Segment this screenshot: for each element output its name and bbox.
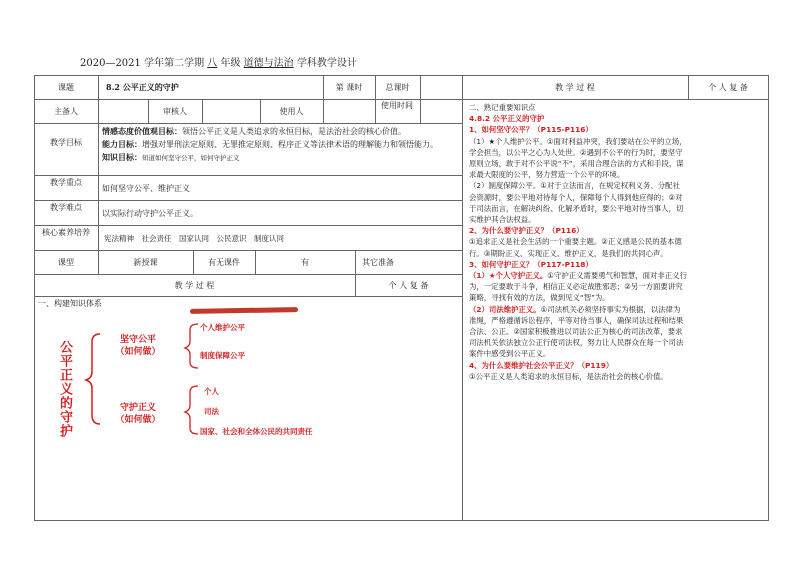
school-year: 2020—2021 学年第二学期 bbox=[80, 58, 205, 69]
right-content bbox=[469, 102, 687, 382]
question-3: 3、如何守护正义？（P117-P118） bbox=[469, 259, 593, 269]
table-border-left bbox=[34, 75, 35, 521]
header-suffix: 学科教学设计 bbox=[296, 58, 357, 69]
lower-review-heading: 个 人 复 备 bbox=[388, 281, 429, 290]
table-line bbox=[420, 75, 421, 123]
core-literacy-label: 核心素养培养 bbox=[42, 228, 90, 237]
q1-paragraph-1: （1）★个人维护公平。①面对利益冲突，我们要站在公平的立场，学会担当，以公平之心为人处世。②遇到不公平的行为时，要坚守原则立场，敢于对不公平说“不”，采用合理合法的方式和手段，谋求最大限度的公平，努力营造一个公平的环境。 bbox=[469, 136, 687, 180]
core-literacy-value: 宪法精神 社会责任 国家认同 公民意识 制度认同 bbox=[104, 234, 284, 243]
b1-item-2: 制度保障公平 bbox=[200, 351, 245, 360]
use-time-label: 使用时间 bbox=[381, 101, 413, 110]
b2-item-3: 国家、社会和全体公民的共同责任 bbox=[200, 427, 313, 436]
topic-label: 课题 bbox=[58, 83, 74, 92]
q3-paragraph-1 bbox=[469, 270, 687, 304]
table-line bbox=[462, 99, 769, 100]
user-label: 使用人 bbox=[279, 107, 304, 116]
table-border-bottom bbox=[34, 520, 769, 521]
q3-p1-text: ①守护正义需要勇气和智慧，面对非正义行为，一定要敢于斗争，相信正义必定战胜邪恶；②另一方面要讲究策略，寻找有效的方法，做到见义“智”为。 bbox=[469, 271, 687, 303]
lower-process-heading: 教 学 过 程 bbox=[174, 281, 215, 290]
key-label: 教学重点 bbox=[50, 178, 82, 187]
course-type-value: 新授课 bbox=[133, 258, 158, 267]
courseware-value: 有 bbox=[301, 258, 309, 267]
courseware-label: 有无课件 bbox=[208, 258, 240, 267]
goal-attitude: 领悟公平正义是人类追求的永恒目标，是法治社会的核心价值。 bbox=[182, 127, 406, 136]
right-section-title: 二、熟记重要知识点 bbox=[469, 103, 536, 112]
framework-title: 一、构建知识体系 bbox=[38, 299, 102, 308]
table-line bbox=[98, 75, 99, 275]
red-brush-stroke bbox=[190, 307, 298, 314]
preparer-label: 主备人 bbox=[54, 107, 78, 116]
goal-knowledge: 知道如何坚守公平，如何守护正义 bbox=[142, 154, 240, 162]
table-line bbox=[34, 296, 463, 297]
difficulty-value: 以实际行动守护公平正义。 bbox=[102, 209, 198, 218]
goals-content bbox=[102, 125, 458, 164]
goals-label: 教学目标 bbox=[50, 138, 82, 147]
branch1-title: 坚守公平 bbox=[119, 335, 156, 345]
goal-knowledge-title: 知识目标： bbox=[102, 152, 142, 162]
document-header bbox=[80, 54, 357, 69]
difficulty-label: 教学难点 bbox=[50, 203, 82, 212]
subject: 道德与法治 bbox=[243, 58, 294, 69]
table-divider-main bbox=[462, 75, 463, 521]
mindmap-root: 公平正义的守护 bbox=[57, 340, 72, 438]
lesson-title: 4.8.2 公平正义的守护 bbox=[469, 114, 545, 124]
table-line bbox=[202, 99, 203, 123]
branch2-sub: （如何做） bbox=[115, 415, 161, 425]
bracket-branch2 bbox=[185, 386, 198, 434]
mindmap-branch2 bbox=[108, 402, 168, 426]
course-type-label: 课型 bbox=[58, 258, 74, 267]
branch2-title: 守护正义 bbox=[119, 403, 156, 413]
bracket-branch1 bbox=[185, 324, 198, 368]
b2-item-2: 司法 bbox=[204, 407, 219, 416]
process-heading: 教 学 过 程 bbox=[555, 83, 595, 92]
q3-p1-lead: （1）★个人守护正义。 bbox=[469, 271, 548, 281]
table-border-right bbox=[768, 75, 769, 521]
grade-suffix: 年级 bbox=[220, 58, 241, 69]
other-prep-label: 其它准备 bbox=[362, 258, 394, 267]
review-heading: 个 人 复 备 bbox=[708, 83, 748, 92]
question-4: 4、为什么要维护社会公平正义？（P119） bbox=[469, 360, 614, 370]
mindmap-branch1 bbox=[108, 334, 168, 358]
q4-paragraph: ①公平正义是人类追求的永恒目标，是法治社会的核心价值。 bbox=[469, 371, 668, 381]
period-label: 第 课时 bbox=[335, 83, 363, 92]
key-value: 如何坚守公平、维护正义 bbox=[102, 184, 190, 193]
total-period-label: 总课时 bbox=[385, 83, 410, 92]
q3-p2-lead: （2）司法维护正义。 bbox=[469, 304, 541, 314]
grade: 八 bbox=[207, 58, 218, 69]
b1-item-1: 个人维护公平 bbox=[200, 323, 245, 332]
question-2: 2、为什么要守护正义？（P116） bbox=[469, 226, 584, 236]
question-1: 1、如何坚守公平？（P115-P116） bbox=[469, 125, 593, 135]
branch1-sub: （如何做） bbox=[115, 347, 161, 357]
b2-item-1: 个人 bbox=[204, 387, 219, 396]
goal-ability-title: 能力目标： bbox=[102, 139, 142, 149]
table-line bbox=[355, 250, 356, 274]
goal-ability: 增强对罪刑法定原则、无罪推定原则、程序正义等法律术语的理解能力和领悟能力。 bbox=[142, 140, 438, 149]
goal-attitude-title: 情感态度价值观目标： bbox=[102, 126, 182, 136]
q3-paragraph-2 bbox=[469, 304, 687, 360]
reviewer-label: 审核人 bbox=[163, 107, 187, 116]
q1-paragraph-2: （2）制度保障公平。①对于立法而言，在规定权利义务、分配社会资源时，要公平地对待每个人，保障每个人得到他应得的；②对于司法而言，在解决纠纷、化解矛盾时，要公平地对待当事人，切实维护其合法权益。 bbox=[469, 181, 684, 225]
table-border-top bbox=[34, 75, 769, 76]
q3-p2-text: ①司法机关必须坚持事实为根据，以法律为准绳，严格遵循诉讼程序，平等对待当事人，确保司法过程和结果合法、公正。②国家积极推进以司法公正为核心的司法改革，要求司法机关依法独立公正行使司法权，努力让人民群众在每一个司法案件中感受到公平正义。 bbox=[469, 304, 684, 359]
q2-paragraph: ①追求正义是社会生活的一个重要主题。②正义感是公民的基本德行。③期盼正义、实现正义、维护正义，是我们的共同心声。 bbox=[469, 237, 682, 258]
bracket-root bbox=[86, 334, 100, 424]
topic-value: 8.2 公平正义的守护 bbox=[106, 82, 179, 92]
